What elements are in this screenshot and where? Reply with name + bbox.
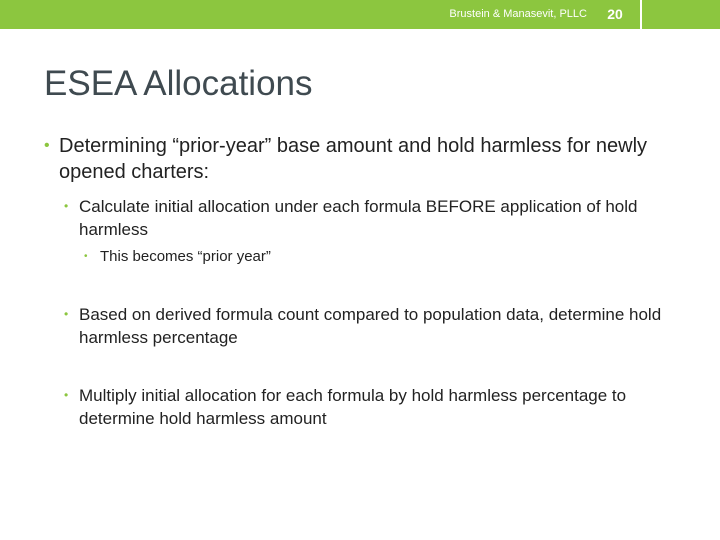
bullet-dot-icon: • — [64, 307, 69, 321]
bullet-level2 — [64, 195, 704, 241]
bullet-text: Multiply initial allocation for each formula by hold harmless percentage to determine hold harmless amount — [79, 386, 627, 428]
bullet-level2 — [64, 384, 704, 430]
firm-name: Brustein & Manasevit, PLLC — [449, 8, 587, 20]
bullet-dot-icon: • — [44, 137, 50, 154]
bullet-text: Calculate initial allocation under each formula BEFORE application of hold harmless — [79, 197, 638, 239]
bullet-text: This becomes “prior year” — [100, 248, 271, 265]
page-number: 20 — [607, 6, 623, 22]
bullet-dot-icon: • — [64, 199, 69, 213]
bullet-level3 — [84, 247, 684, 267]
bullet-dot-icon: • — [84, 251, 88, 262]
bullet-text: Determining “prior-year” base amount and hold harmless for newly opened charters: — [59, 135, 648, 183]
bullet-text: Based on derived formula count compared to population data, determine hold harmless percentage — [79, 305, 662, 347]
bullet-dot-icon: • — [64, 388, 69, 402]
bullet-level2 — [64, 303, 704, 349]
slide-title: ESEA Allocations — [44, 64, 313, 103]
bullet-level1 — [44, 133, 674, 185]
